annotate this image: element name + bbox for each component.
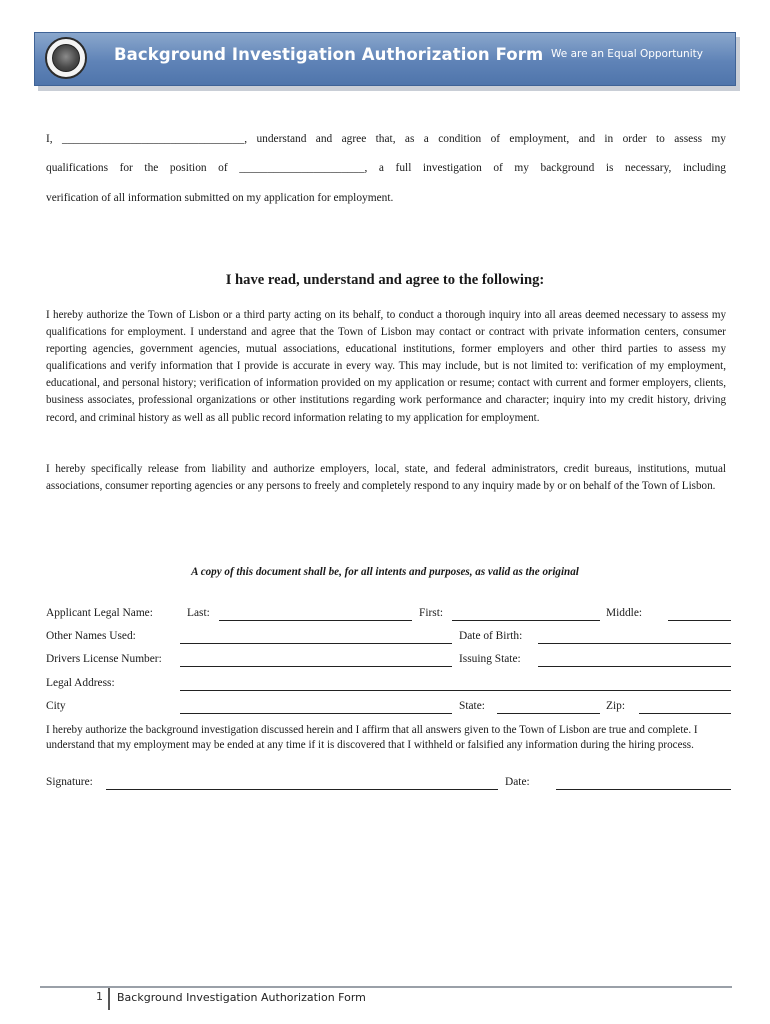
zip-label: Zip: <box>606 700 625 712</box>
middle-name-label: Middle: <box>606 607 643 619</box>
form-title: Background Investigation Authorization Form <box>114 45 544 64</box>
signature-field[interactable] <box>106 789 498 790</box>
intro-line-3: verification of all information submitted on my application for employment. <box>46 192 394 204</box>
date-of-birth-field[interactable] <box>538 643 731 644</box>
middle-name-field[interactable] <box>668 620 731 621</box>
other-names-label: Other Names Used: <box>46 630 136 642</box>
equal-opportunity-tagline: We are an Equal Opportunity <box>551 48 703 60</box>
issuing-state-label: Issuing State: <box>459 653 521 665</box>
state-label: State: <box>459 700 485 712</box>
date-field[interactable] <box>556 789 731 790</box>
intro-line-2: qualifications for the position of ______________________, a full investigation of my background is necessary, including <box>46 162 726 174</box>
zip-field[interactable] <box>639 713 731 714</box>
date-label: Date: <box>505 776 530 788</box>
legal-address-field[interactable] <box>180 690 731 691</box>
state-field[interactable] <box>497 713 600 714</box>
signature-label: Signature: <box>46 776 93 788</box>
drivers-license-field[interactable] <box>180 666 452 667</box>
drivers-license-label: Drivers License Number: <box>46 653 162 665</box>
city-field[interactable] <box>180 713 452 714</box>
town-seal-icon <box>45 37 87 79</box>
city-label: City <box>46 700 66 712</box>
intro-line-1: I, ________________________________, understand and agree that, as a condition of employment, and in order to assess my <box>46 133 726 145</box>
authorization-paragraph: I hereby authorize the Town of Lisbon or a third party acting on its behalf, to conduct a thorough inquiry into all areas deemed necessary to assess my qualifications for employment. I understand and agree that the Town of Lisbon may contact or contract with private information centers, consumer reporting agencies, government agencies, mutual associations, educational institutions, former employers and other third parties to assess my qualifications and verify information that I provide is accurate in every way. This may include, but is not limited to: verification of my employment, educational, and personal history; verification of information provided on my application or resume; contact with current and former employers, clients, business associates, professional organizations or other institutions regarding work performance and character; inquiry into my credit history, driving record, and criminal history as well as all public record information relating to my application for employment. <box>46 309 726 424</box>
footer-title: Background Investigation Authorization Form <box>117 991 366 1004</box>
first-name-field[interactable] <box>452 620 600 621</box>
agreement-heading: I have read, understand and agree to the following: <box>225 272 545 288</box>
footer-divider <box>40 986 732 988</box>
page-number: 1 <box>96 990 103 1003</box>
affirmation-paragraph: I hereby authorize the background investigation discussed herein and I affirm that all answers given to the Town of Lisbon are true and complete. I understand that my employment may be ended at any time if it is discovered that I withheld or falsified any information during the hiring process. <box>46 724 698 751</box>
copy-validity-note: A copy of this document shall be, for all intents and purposes, as valid as the original <box>191 566 579 578</box>
last-name-field[interactable] <box>219 620 412 621</box>
legal-address-label: Legal Address: <box>46 677 115 689</box>
release-paragraph: I hereby specifically release from liability and authorize employers, local, state, and federal administrators, credit bureaus, institutions, mutual associations, consumer reporting agencies or any persons to freely and completely respond to any inquiry made by or on behalf of the Town of Lisbon. <box>46 463 726 493</box>
last-name-label: Last: <box>187 607 210 619</box>
other-names-field[interactable] <box>180 643 452 644</box>
date-of-birth-label: Date of Birth: <box>459 630 523 642</box>
applicant-legal-name-label: Applicant Legal Name: <box>46 607 153 619</box>
footer-separator <box>108 988 110 1010</box>
issuing-state-field[interactable] <box>538 666 731 667</box>
first-name-label: First: <box>419 607 444 619</box>
